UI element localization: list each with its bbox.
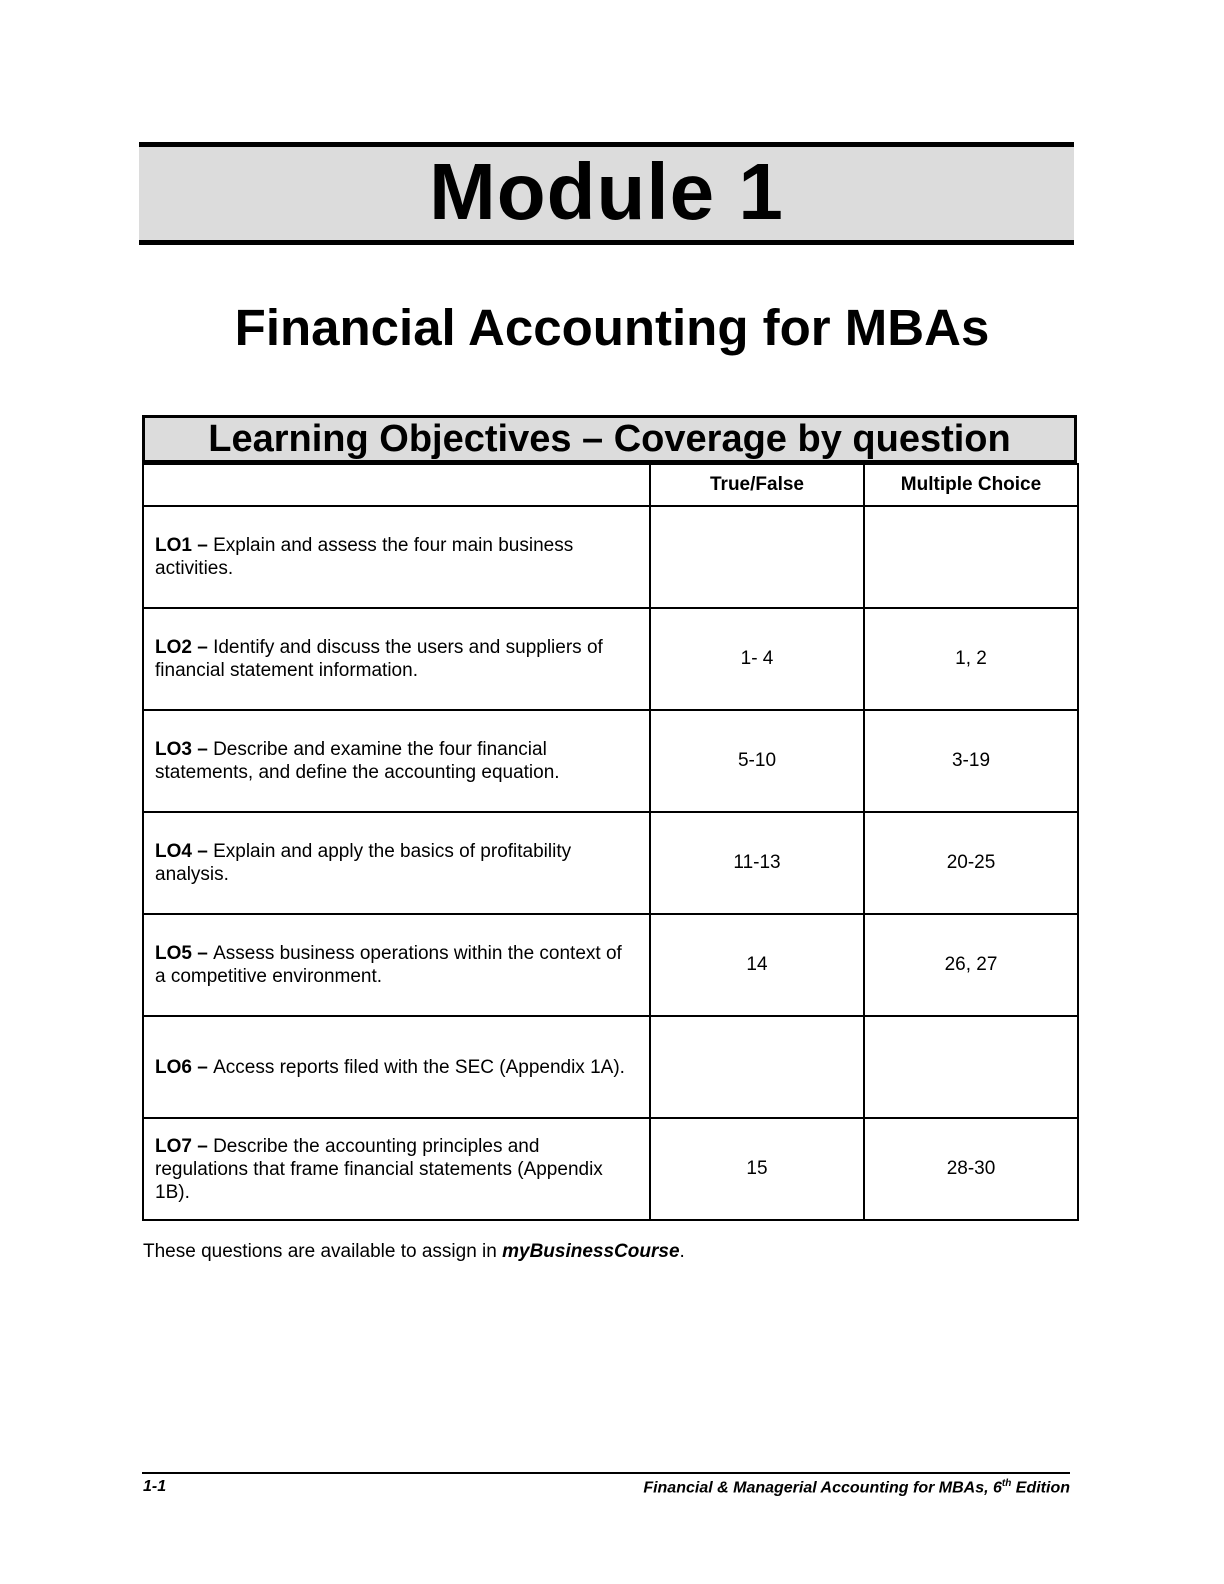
table-row [143,812,1078,914]
column-header-true-false: True/False [650,464,864,506]
objective-cell: LO6 – Access reports filed with the SEC (Appendix 1A). [143,1016,650,1118]
table-row [143,506,1078,608]
objective-cell: LO7 – Describe the accounting principles and regulations that frame financial statements (Appendix 1B). [143,1118,650,1220]
true-false-cell: 1- 4 [650,608,864,710]
objective-text: Explain and apply the basics of profitability analysis. [155,841,572,885]
table-row [143,710,1078,812]
learning-objectives-table [142,415,1077,1221]
table-row [143,914,1078,1016]
objective-code: LO5 [155,943,192,964]
true-false-cell: 5-10 [650,710,864,812]
objective-cell: LO1 – Explain and assess the four main business activities. [143,506,650,608]
multiple-choice-cell: 20-25 [864,812,1078,914]
coverage-table [142,463,1079,1221]
footer-divider [142,1472,1070,1474]
objective-code: LO2 [155,637,192,658]
objective-text: Describe the accounting principles and regulations that frame financial statements (Appendix 1B). [155,1135,603,1203]
column-header-objective [143,464,650,506]
multiple-choice-cell [864,506,1078,608]
multiple-choice-cell: 26, 27 [864,914,1078,1016]
module-banner [139,142,1074,245]
objective-text: Explain and assess the four main business activities. [155,535,574,579]
objective-text: Identify and discuss the users and suppliers of financial statement information. [155,637,603,681]
objective-text: Assess business operations within the context of a competitive environment. [155,943,622,987]
course-name: myBusinessCourse [502,1241,680,1262]
objective-code: LO7 [155,1135,192,1157]
objective-code: LO4 [155,841,192,862]
objective-cell: LO3 – Describe and examine the four financial statements, and define the accounting equation. [143,710,650,812]
table-heading: Learning Objectives – Coverage by question [142,415,1077,463]
true-false-cell: 15 [650,1118,864,1220]
objective-cell: LO4 – Explain and apply the basics of profitability analysis. [143,812,650,914]
true-false-cell [650,506,864,608]
objective-cell: LO5 – Assess business operations within the context of a competitive environment. [143,914,650,1016]
objective-code: LO3 [155,739,192,760]
multiple-choice-cell [864,1016,1078,1118]
table-header-row [143,464,1078,506]
true-false-cell: 11-13 [650,812,864,914]
objective-text: Describe and examine the four financial statements, and define the accounting equation. [155,739,560,783]
page-number: 1-1 [143,1478,167,1495]
book-title: Financial & Managerial Accounting for MBAs, 6th Edition [643,1478,1070,1497]
objective-text: Access reports filed with the SEC (Appendix 1A). [213,1056,625,1078]
availability-note: These questions are available to assign in myBusinessCourse. [143,1241,685,1262]
objective-code: LO1 [155,535,192,556]
table-row [143,1118,1078,1220]
column-header-multiple-choice: Multiple Choice [864,464,1078,506]
table-row [143,1016,1078,1118]
table-row [143,608,1078,710]
multiple-choice-cell: 1, 2 [864,608,1078,710]
objective-code: LO6 [155,1056,192,1078]
module-title: Module 1 [429,146,784,236]
multiple-choice-cell: 28-30 [864,1118,1078,1220]
objective-cell: LO2 – Identify and discuss the users and suppliers of financial statement information. [143,608,650,710]
page-subtitle: Financial Accounting for MBAs [234,299,990,356]
true-false-cell: 14 [650,914,864,1016]
true-false-cell [650,1016,864,1118]
multiple-choice-cell: 3-19 [864,710,1078,812]
